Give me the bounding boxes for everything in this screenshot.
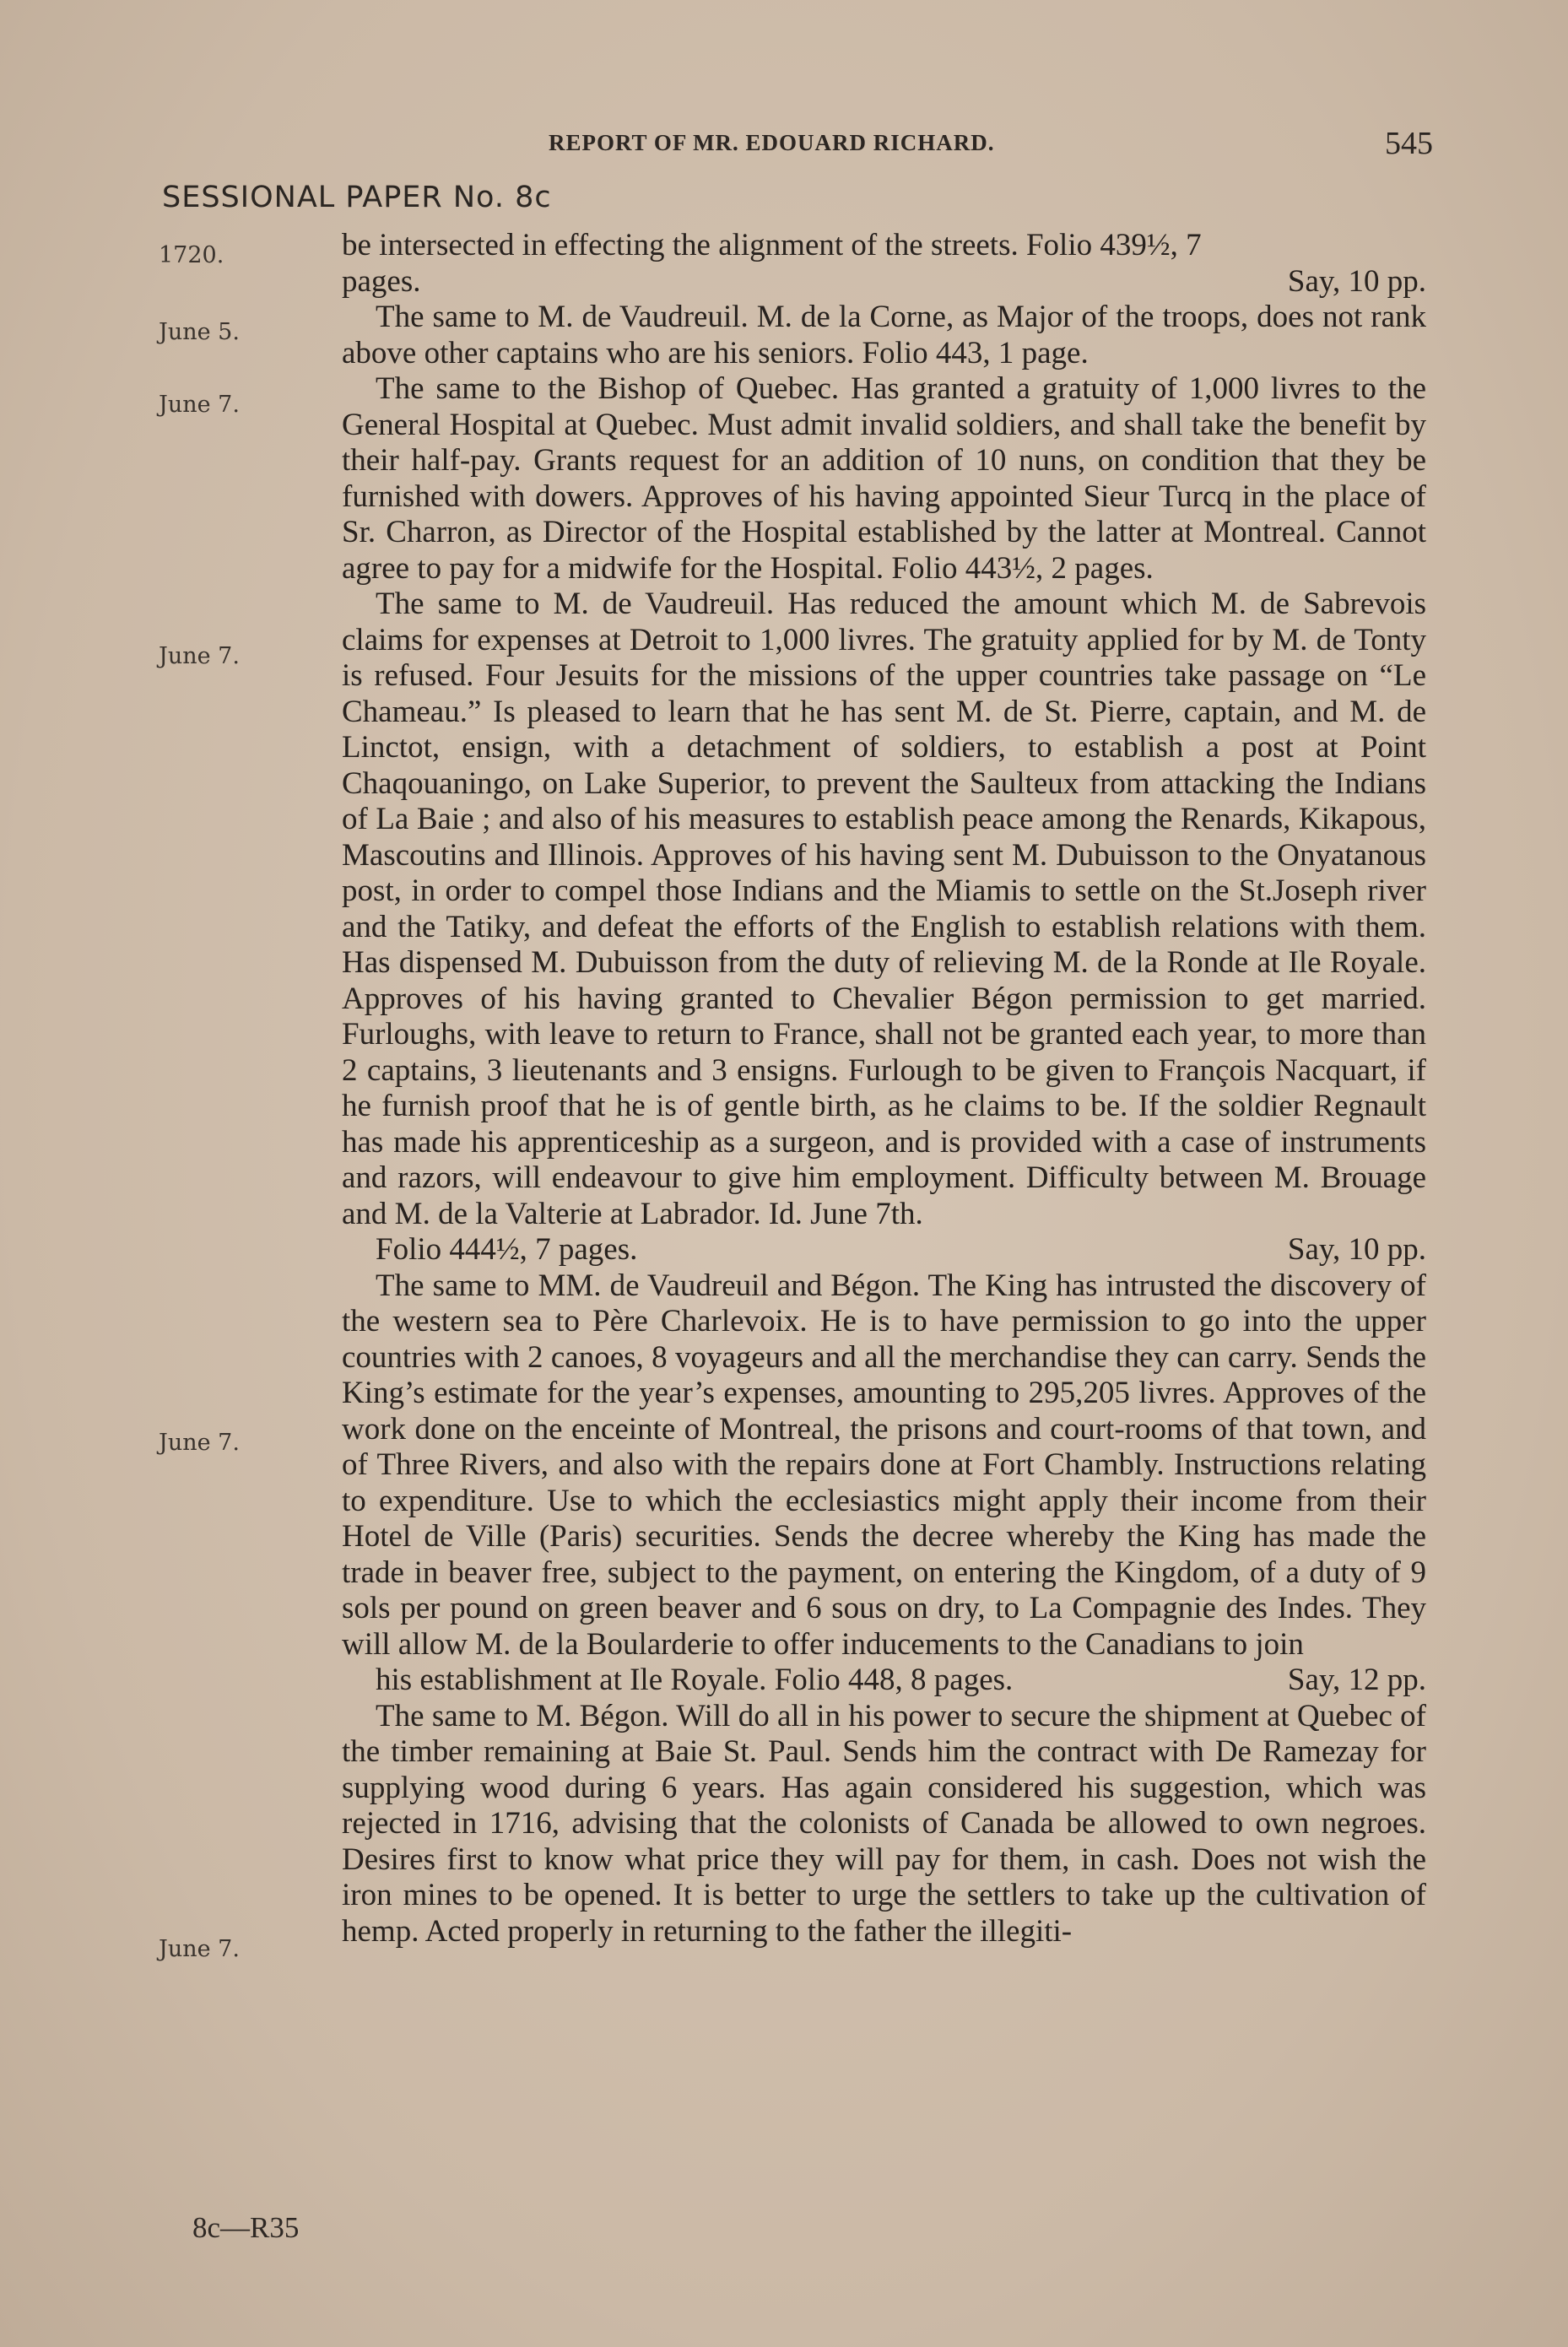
margin-date: June 7.: [159, 392, 240, 418]
paragraph-closing-right: Say, 10 pp.: [1287, 1232, 1426, 1267]
paragraph-closing-left: pages.: [342, 263, 421, 299]
paragraph: [342, 1268, 1426, 1699]
margin-date: June 7.: [159, 643, 240, 669]
paragraph-text: The same to MM. de Vaudreuil and Bégon. The King has intrusted the discovery of the western sea to Père Charlevoix. He is to have permission to go into the upper countries with 2 canoes, 8 voyageurs and all the merchandise they can carry. Sends the King’s estimate for the year’s expenses, amounting to 295,205 livres. Approves of the work done on the enceinte of Montreal, the prisons and court-rooms of that town, and of Three Rivers, and also with the repairs done at Fort Chambly. Instructions relating to expenditure. Use to which the ecclesiastics might apply their income from their Hotel de Ville (Paris) securities. Sends the decree whereby the King has made the trade in beaver free, subject to the payment, on entering the Kingdom, of a duty of 9 sols per pound on green beaver and 6 sous on dry, to La Compagnie des Indes. They will allow M. de la Boularderie to offer inducements to the Canadians to join: [342, 1268, 1426, 1662]
page-header: [549, 125, 1433, 167]
paragraph-text: The same to M. de Vaudreuil. M. de la Corne, as Major of the troops, does not rank above other captains who are his seniors. Folio 443, 1 page.: [342, 300, 1426, 370]
running-title: REPORT OF MR. EDOUARD RICHARD.: [549, 130, 995, 155]
paragraph-closing-left: his establishment at Ile Royale. Folio 448, 8 pages.: [376, 1663, 1014, 1697]
page-number: 545: [1385, 126, 1433, 161]
sessional-paper-label: SESSIONAL PAPER No. 8c: [162, 181, 552, 214]
paragraph-text: The same to the Bishop of Quebec. Has granted a gratuity of 1,000 livres to the General Hospital at Quebec. Must admit invalid soldiers, and shall take the benefit by their half-pay. Grants request for an addition of 10 nuns, on condition that they be furnished with dowers. Approves of his having appointed Sieur Turcq in the place of Sr. Charron, as Director of the Hospital established by the latter at Montreal. Cannot agree to pay for a midwife for the Hospital. Folio 443½, 2 pages.: [342, 371, 1426, 586]
paragraph-closing-left: Folio 444½, 7 pages.: [376, 1232, 638, 1267]
paragraph: [342, 371, 1426, 587]
paragraph-closing-right: Say, 12 pp.: [1287, 1663, 1426, 1697]
paragraph-closing-line: [342, 264, 1426, 300]
paragraph-closing-line: [342, 1232, 1426, 1268]
paragraph-line: be intersected in effecting the alignment of the streets. Folio 439½, 7: [342, 228, 1202, 262]
paragraph: [342, 587, 1426, 1268]
paragraph-closing-right: Say, 10 pp.: [1287, 263, 1426, 299]
paragraph-text: The same to M. de Vaudreuil. Has reduced the amount which M. de Sabrevois claims for expenses at Detroit to 1,000 livres. The gratuity applied for by M. de Tonty is refused. Four Jesuits for the missions of the upper countries take passage on “Le Chameau.” Is pleased to learn that he has sent M. de St. Pierre, captain, and M. de Linctot, ensign, with a detachment of soldiers, to establish a post at Point Chaqouaningo, on Lake Superior, to prevent the Saulteux from attacking the Indians of La Baie ; and also of his measures to establish peace among the Renards, Kikapous, Mascoutins and Illinois. Approves of his having sent M. Dubuisson to the Onyatanous post, in order to compel those Indians and the Miamis to settle on the St.Joseph river and the Tatiky, and defeat the efforts of the English to establish relations with them. Has dispensed M. Dubuisson from the duty of relieving M. de la Ronde at Ile Royale. Approves of his having granted to Chevalier Bégon permission to get married. Furloughs, with leave to return to France, shall not be granted each year, to more than 2 captains, 3 lieutenants and 3 ensigns. Furlough to be given to François Nacquart, if he furnish proof that he is of gentle birth, as he claims to be. If the soldier Regnault has made his apprenticeship as a surgeon, and is provided with a case of instruments and razors, will endeavour to give him employment. Difficulty between M. Brouage and M. de la Valterie at Labrador. Id. June 7th.: [342, 587, 1426, 1231]
margin-date-year: 1720.: [159, 242, 224, 268]
paragraph-text: The same to M. Bégon. Will do all in his power to secure the shipment at Quebec of the timber remaining at Baie St. Paul. Sends him the contract with De Ramezay for supplying wood during 6 years. Has again considered his suggestion, which was rejected in 1716, advising that the colonists of Canada be allowed to own negroes. Desires first to know what price they will pay for them, in cash. Does not wish the iron mines to be opened. It is better to urge the settlers to take up the cultivation of hemp. Acted properly in returning to the father the illegiti-: [342, 1698, 1426, 1949]
paragraph: [342, 1699, 1426, 1950]
margin-date: June 7.: [159, 1430, 240, 1456]
paragraph: [342, 228, 1426, 300]
margin-date: June 7.: [159, 1936, 240, 1962]
paragraph: [342, 300, 1426, 371]
margin-date: June 5.: [159, 319, 240, 345]
printer-signature-mark: 8c—R35: [192, 2211, 300, 2244]
body-text: [342, 228, 1426, 1950]
paragraph-closing-line: [342, 1663, 1426, 1699]
